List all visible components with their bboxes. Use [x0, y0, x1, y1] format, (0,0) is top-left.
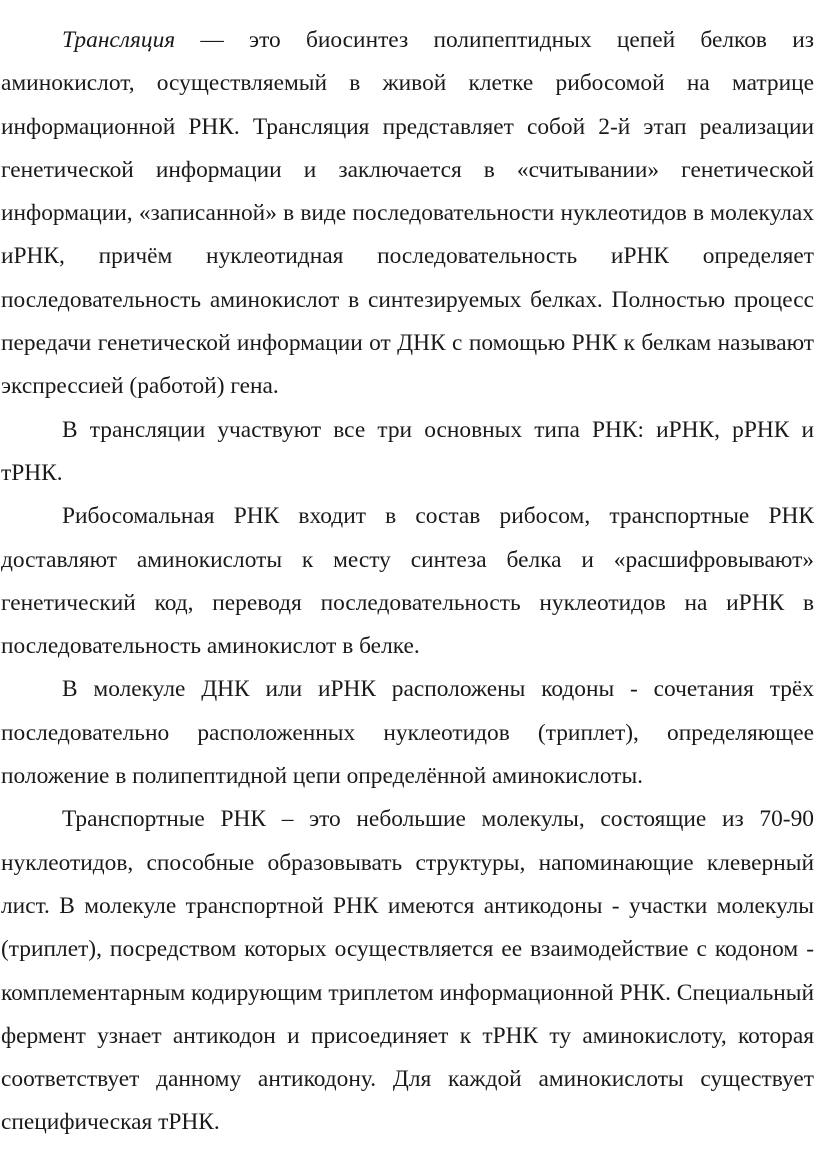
paragraph-codons: В молекуле ДНК или иРНК расположены кодоны - сочетания трёх последовательно расположенных нуклеотидов (триплет), определяющее положение в полипептидной цепи определённой аминокислоты. — [1, 676, 814, 790]
paragraph-1-text: — это биосинтез полипептидных цепей белков из аминокислот, осуществляемый в живой клетке рибосомой на матрице информационной РНК. Трансляция представляет собой 2-й этап реализации генетической информации и заключается в «считывании» генетической информации, «записанной» в виде последовательности нуклеотидов в молекулах иРНК, причём нуклеотидная последовательность иРНК определяет последовательность аминокислот в синтезируемых белках. Полностью процесс передачи генетической информации от ДНК с помощью РНК к белкам называют экспрессией (работой) гена. — [1, 27, 814, 400]
document-page — [0, 19, 816, 1145]
paragraph-rna-types: В трансляции участвуют все три основных типа РНК: иРНК, рРНК и тРНК. — [1, 416, 814, 486]
paragraph-translation-definition — [1, 19, 814, 409]
term-translation: Трансляция — [62, 27, 176, 53]
paragraph-ribosomal-rna: Рибосомальная РНК входит в состав рибосом, транспортные РНК доставляют аминокислоты к месту синтеза белка и «расшифровывают» генетический код, переводя последовательность нуклеотидов на иРНК в последовательность аминокислот в белке. — [1, 503, 814, 660]
paragraph-transport-rna: Транспортные РНК – это небольшие молекулы, состоящие из 70-90 нуклеотидов, способные образовывать структуры, напоминающие клеверный лист. В молекуле транспортной РНК имеются антикодоны - участки молекулы (триплет), посредством которых осуществляется ее взаимодействие с кодоном - комплементарным кодирующим триплетом информационной РНК. Специальный фермент узнает антикодон и присоединяет к тРНК ту аминокислоту, которая соответствует данному антикодону. Для каждой аминокислоты существует специфическая тРНК. — [1, 806, 814, 1136]
